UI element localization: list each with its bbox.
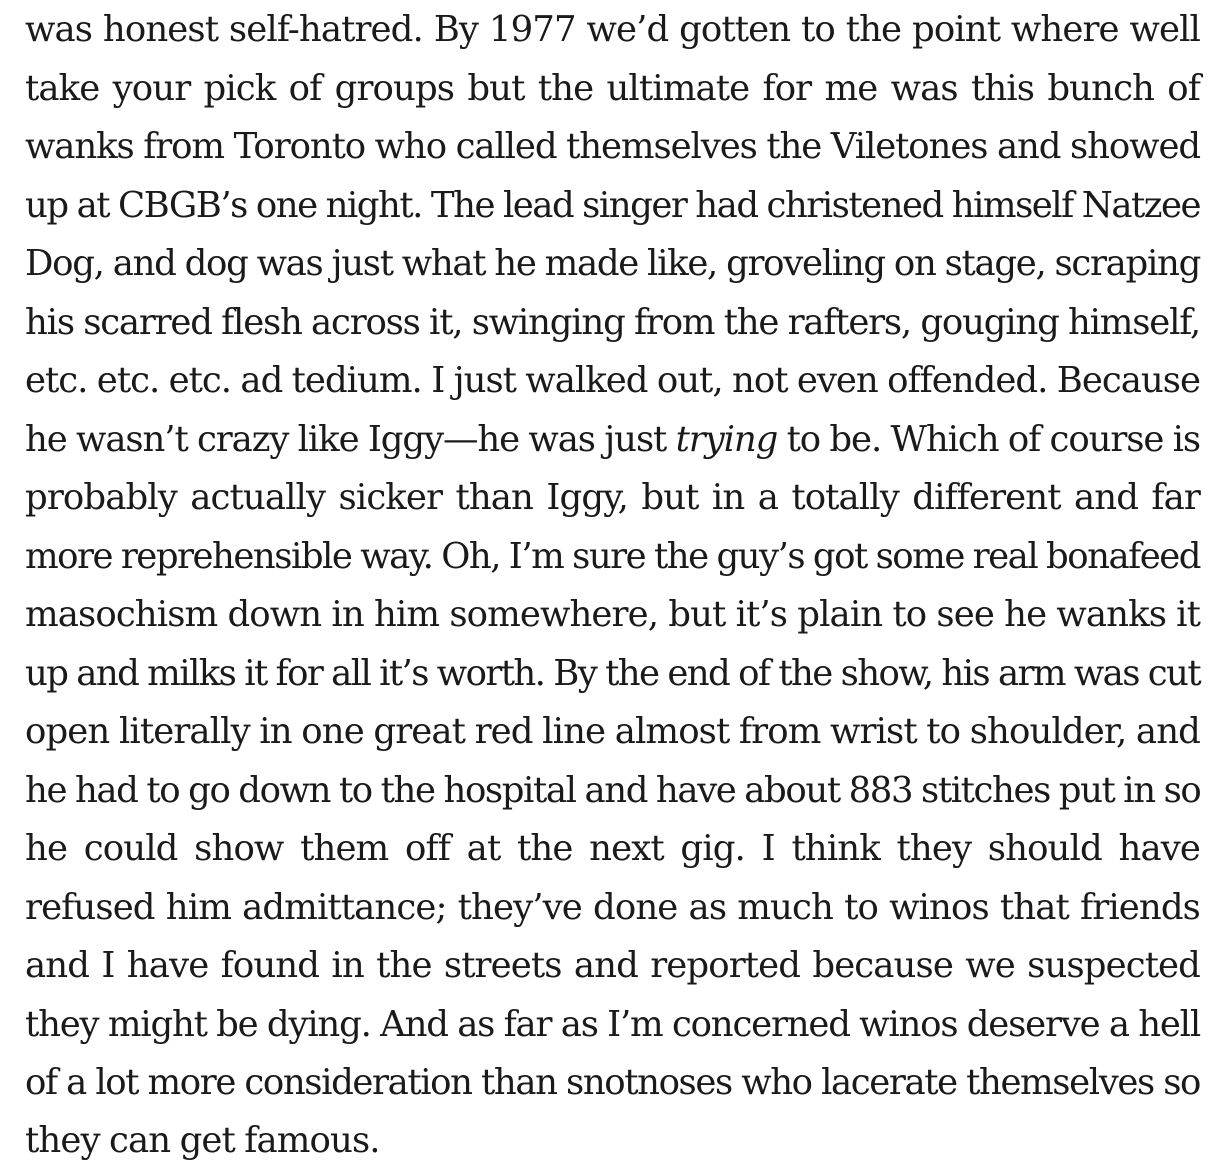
text-line-12: up and milks it for all it’s worth. By the end of the show, his arm was cut <box>25 653 1200 694</box>
text-line-18: they might be dying. And as far as I’m concerned winos deserve a hell <box>25 1004 1200 1045</box>
text-line-14: he had to go down to the hospital and have about 883 stitches put in so <box>25 770 1201 811</box>
text-line-4: up at CBGB’s one night. The lead singer had christened himself Natzee <box>25 185 1200 226</box>
text-line-10: more reprehensible way. Oh, I’m sure the guy’s got some real bonafeed <box>25 536 1200 577</box>
text-line-6: his scarred flesh across it, swinging from the rafters, gouging himself, <box>25 302 1200 343</box>
text-line-7: etc. etc. etc. ad tedium. I just walked out, not even offended. Because <box>25 360 1200 401</box>
text-line-16: refused him admittance; they’ve done as much to winos that friends <box>25 887 1200 928</box>
text-line-20: they can get famous. <box>25 1120 380 1161</box>
italic-word: trying <box>675 419 778 460</box>
text-line-13: open literally in one great red line almost from wrist to shoulder, and <box>25 711 1200 752</box>
text-line-8-start: he wasn’t crazy like Iggy—he was just <box>25 419 667 460</box>
text-line-19: of a lot more consideration than snotnoses who lacerate themselves so <box>25 1062 1200 1103</box>
text-line-5: Dog, and dog was just what he made like, groveling on stage, scraping <box>25 243 1200 284</box>
text-line-3: wanks from Toronto who called themselves the Viletones and showed <box>25 126 1200 167</box>
text-line-1: was honest self-hatred. By 1977 we’d gotten to the point where well <box>25 9 1200 50</box>
text-line-11: masochism down in him somewhere, but it’s plain to see he wanks it <box>25 594 1200 635</box>
text-line-2: take your pick of groups but the ultimate for me was this bunch of <box>25 68 1200 109</box>
text-line-8-end: to be. Which of course is <box>786 419 1200 460</box>
text-line-17: and I have found in the streets and reported because we suspected <box>25 945 1200 986</box>
text-line-8 <box>25 411 1200 469</box>
text-line-9: probably actually sicker than Iggy, but in a totally different and far <box>25 477 1200 518</box>
text-line-15: he could show them off at the next gig. I think they should have <box>25 828 1200 869</box>
